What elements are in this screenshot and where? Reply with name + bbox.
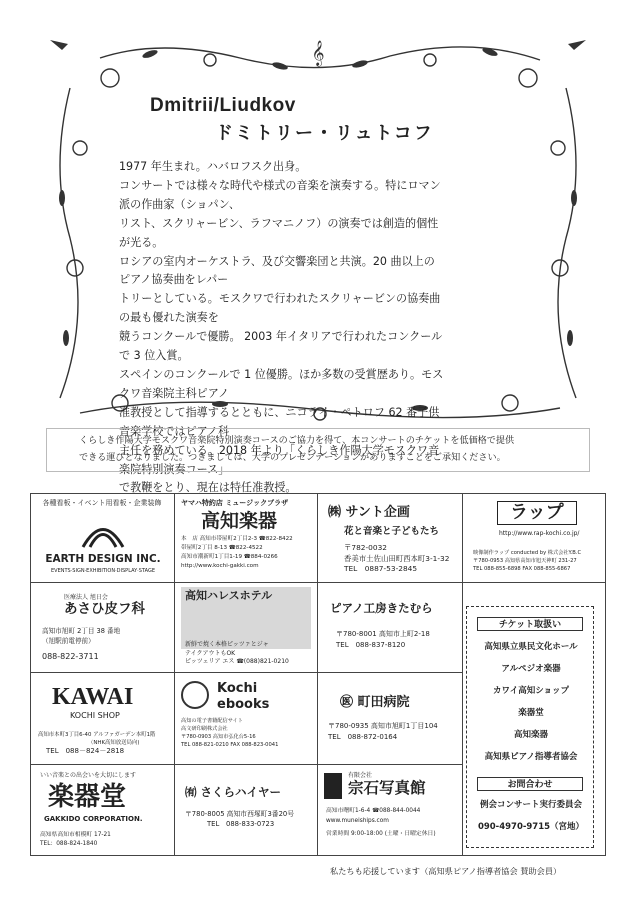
sponsor-kochi-gakki xyxy=(175,493,318,583)
sponsor-asahi-hifuka xyxy=(30,583,175,673)
bio-line: で教鞭をとり、現在は特任准教授。 xyxy=(119,481,297,495)
sponsor-name: あさひ皮フ科 xyxy=(64,601,145,617)
notice-line: くらしき作陽大学モスクワ音楽院特別演奏コースのご協力を得て、本コンサートのチケットを低価格で提供 xyxy=(79,436,515,446)
sponsor-lines xyxy=(185,641,289,667)
sponsor-line: 高知県高知市相模町 17-21 xyxy=(40,832,111,838)
ticket-outlet: アルペジオ楽器 xyxy=(501,664,561,674)
bio-line: トリーとしている。モスクワで行われたスクリャービンの協奏曲の最も優れた演奏を xyxy=(119,292,441,325)
sponsor-tag: ヤマハ特約店 ミュージックプラザ xyxy=(181,499,289,507)
sponsor-line: 〒780-8001 高知市上町2-18 xyxy=(336,630,430,638)
sponsor-kochi-ebooks xyxy=(175,673,318,765)
sponsor-tag: いい音楽との出会いを大切にします xyxy=(40,772,137,779)
bio-line: コンサートでは様々な時代や様式の音楽を演奏する。特にロマン派の作曲家（ショパン、 xyxy=(119,178,441,211)
bird-right-icon xyxy=(568,40,586,50)
sponsor-line: 高知市曙町1-6-4 ☎088-844-0044 xyxy=(326,808,421,814)
earth-logo-icon xyxy=(78,517,128,551)
sponsor-name: 宗石写真館 xyxy=(348,779,426,797)
sponsor-sant-kikaku xyxy=(318,493,463,583)
ticket-outlet: 高知県立県民文化ホール xyxy=(484,642,578,652)
bio-line: 1977 年生まれ。ハバロフスク出身。 xyxy=(119,160,307,173)
contact-phone[interactable]: 090-4970-9715（宮地） xyxy=(477,822,585,832)
sponsor-lines xyxy=(181,535,293,571)
notice-box xyxy=(46,428,590,472)
sponsor-sub: EVENTS·SIGN·EXHIBITION·DISPLAY·STAGE xyxy=(51,568,155,574)
sponsor-sub: KOCHI SHOP xyxy=(70,711,120,720)
sponsor-sakura-hire xyxy=(175,765,318,856)
sponsor-name: KAWAI xyxy=(52,684,134,710)
ebooks-logo-icon xyxy=(181,681,209,709)
sponsor-lines xyxy=(185,809,294,829)
sponsor-lines xyxy=(473,549,581,573)
sponsor-tag: 各種看板・イベント用看板・企業装飾 xyxy=(42,499,162,507)
sponsor-name: Kochi ebooks xyxy=(217,681,270,712)
sponsor-lines xyxy=(42,627,120,662)
sponsor-url[interactable]: http://www.kochi-gakki.com xyxy=(181,563,259,569)
sponsor-name: ㈱ サント企画 xyxy=(328,505,410,520)
sponsor-rap xyxy=(463,493,606,583)
ticket-info-box xyxy=(466,606,594,848)
sponsor-line: 帯屋町2丁目 8-13 ☎822-4522 xyxy=(181,545,263,551)
sponsor-line: 映像制作ラップ conducted by 株式会社Y.B.C xyxy=(473,550,582,556)
bio-line: スペインのコンクールで 1 位優勝。ほか多数の受賞歴あり。モスクワ音楽院主科ピアノ xyxy=(119,367,444,400)
sponsor-tag: 医療法人 旭日会 xyxy=(64,594,108,601)
sponsor-line: 高知市潮新町1丁目1-19 ☎884-0266 xyxy=(181,554,278,560)
sponsor-line: 〒780-0953 高知県高知市旭天神町 231-27 xyxy=(473,558,577,564)
sponsor-line: 〒780-8005 高知市西塚町3番20号 xyxy=(185,810,295,818)
ticket-outlet: カワイ高知ショップ xyxy=(492,686,570,696)
pianist-name-jp: ドミトリー・リュトコフ xyxy=(215,123,434,144)
sponsor-name: ㈲ さくらハイヤー xyxy=(185,785,282,799)
sponsor-lines xyxy=(40,831,111,848)
ticket-outlet: 高知楽器 xyxy=(513,730,548,740)
bio-line: 准教授として指導するとともに、ニコライ・ペトロフ 62 番子供音楽学校ではピアノ科 xyxy=(119,405,440,438)
sponsor-machida-hospital xyxy=(318,673,463,765)
notice-line: できる運びとなりました。つきましては、大学のプレゼンテーションがありますことをご承知ください。 xyxy=(79,453,506,463)
sponsor-line: TEL 088－824－2818 xyxy=(46,747,125,755)
sponsor-sub: 花と音楽と子どもたち xyxy=(344,526,440,537)
sponsor-line: 営業時間 9:00-18:00 (土曜・日曜定休日) xyxy=(326,831,436,837)
sponsor-lines xyxy=(181,717,278,749)
bio-line: リスト、スクリャービン、ラフマニノフ）の演奏では創造的個性が光る。 xyxy=(119,216,439,249)
sponsor-name: ピアノ工房きたむら xyxy=(330,601,433,615)
bio-line: 競うコンクールで優勝。 2003 年イタリアで行われたコンクールで 3 位入賞。 xyxy=(119,330,443,363)
ticket-outlet: 高知県ピアノ指導者協会 xyxy=(484,752,578,762)
pianist-name-en: Dmitrii/Liudkov xyxy=(150,95,296,116)
sponsor-name: ラップ xyxy=(497,501,577,525)
sponsor-line: 高文研印刷株式会社 xyxy=(181,726,228,732)
bio-line: 主任を務めている。2018 年より「くらしき作陽大学モスクワ音楽院特別演奏コース」 xyxy=(119,443,440,476)
sponsor-url[interactable]: http://www.rap-kochi.co.jp/ xyxy=(499,530,580,537)
sponsor-line: TEL 088-821-0210 FAX 088-823-0041 xyxy=(181,742,279,748)
sponsor-halle-hotel xyxy=(175,583,318,673)
sponsor-line: 〒780-0935 高知市旭町1丁目104 xyxy=(328,722,438,730)
muneishi-logo-icon xyxy=(324,773,342,799)
sponsor-name: EARTH DESIGN INC. xyxy=(45,553,161,565)
sponsor-line: TEL 088-872-0164 xyxy=(328,732,398,741)
sponsor-lines xyxy=(328,721,438,742)
sponsor-line: 香美市土佐山田町西本町3-1-32 xyxy=(344,553,450,563)
sponsor-line: 本 店 高知市帯屋町2丁目2-3 ☎822-8422 xyxy=(181,536,293,542)
sponsor-line: 088-822-3711 xyxy=(42,652,99,661)
sponsor-sub: GAKKIDO CORPORATION. xyxy=(44,815,143,823)
sponsor-line: （旭駅前電停前） xyxy=(42,636,95,645)
sponsor-line: 〒780-0903 高知市弘化台5-16 xyxy=(181,734,256,740)
sponsor-line: 〒782-0032 xyxy=(344,543,387,552)
sponsor-earth-design xyxy=(30,493,175,583)
sponsor-line: ピッツェリア エス ☎(088)821-0210 xyxy=(185,658,289,665)
footer-support-note: 私たちも応援しています（高知県ピアノ指導者協会 賛助会員） xyxy=(330,866,562,876)
sponsor-gakkido xyxy=(30,765,175,856)
ticket-outlet: 楽器堂 xyxy=(518,708,544,718)
bird-left-icon xyxy=(50,40,68,50)
sponsor-line: TEL 088-855-6898 FAX 088-855-6867 xyxy=(473,566,571,572)
sponsor-line: 高知市本町3丁目6-40 アルファガーデン本町1階 xyxy=(38,732,156,738)
sponsor-muneishi-photo xyxy=(318,765,463,856)
sponsor-piano-kitamura xyxy=(318,583,463,673)
sponsor-line: TEL 088-833-0723 xyxy=(207,820,275,828)
sponsor-kawai xyxy=(30,673,175,765)
sponsor-lines xyxy=(38,731,155,755)
contact-heading: お問合わせ xyxy=(477,777,583,791)
ticket-outlets-heading: チケット取扱い xyxy=(477,617,583,631)
sponsor-name: ㊩ 町田病院 xyxy=(340,695,410,710)
sponsor-line: TEL 0887-53-2845 xyxy=(344,564,418,573)
bio-line: ロシアの室内オーケストラ、及び交響楽団と共演。20 曲以上のピアノ協奏曲をレパー xyxy=(119,254,435,287)
sponsor-name: 楽器堂 xyxy=(48,782,127,812)
sponsor-tag: 有限会社 xyxy=(348,772,373,779)
sponsor-name: 高知楽器 xyxy=(201,510,278,532)
sponsor-lines xyxy=(336,629,430,650)
sponsor-url[interactable]: www.muneiships.com xyxy=(326,817,389,824)
sponsor-line: TEL：088-824-1840 xyxy=(40,840,98,847)
sponsor-line: 高知の電子書籍配信サイト xyxy=(181,718,243,724)
sponsor-lines xyxy=(344,543,449,575)
sponsor-name: 高知ハレスホテル xyxy=(185,589,273,602)
treble-clef-icon: 𝄞 xyxy=(311,41,325,66)
sponsor-lines xyxy=(326,807,436,840)
sponsor-line: 高知市旭町 2丁目 38 番地 xyxy=(42,627,121,635)
contact-org: 例会コンサート実行委員会 xyxy=(479,800,582,810)
sponsor-line: TEL 088-837-8120 xyxy=(336,640,406,649)
sponsor-line: 新鮮で焼く本格ピッツァとジャ xyxy=(185,641,269,648)
sponsor-line: テイクアウトもOK xyxy=(185,649,236,657)
sponsor-line: （NHK高知放送局向) xyxy=(88,740,140,746)
